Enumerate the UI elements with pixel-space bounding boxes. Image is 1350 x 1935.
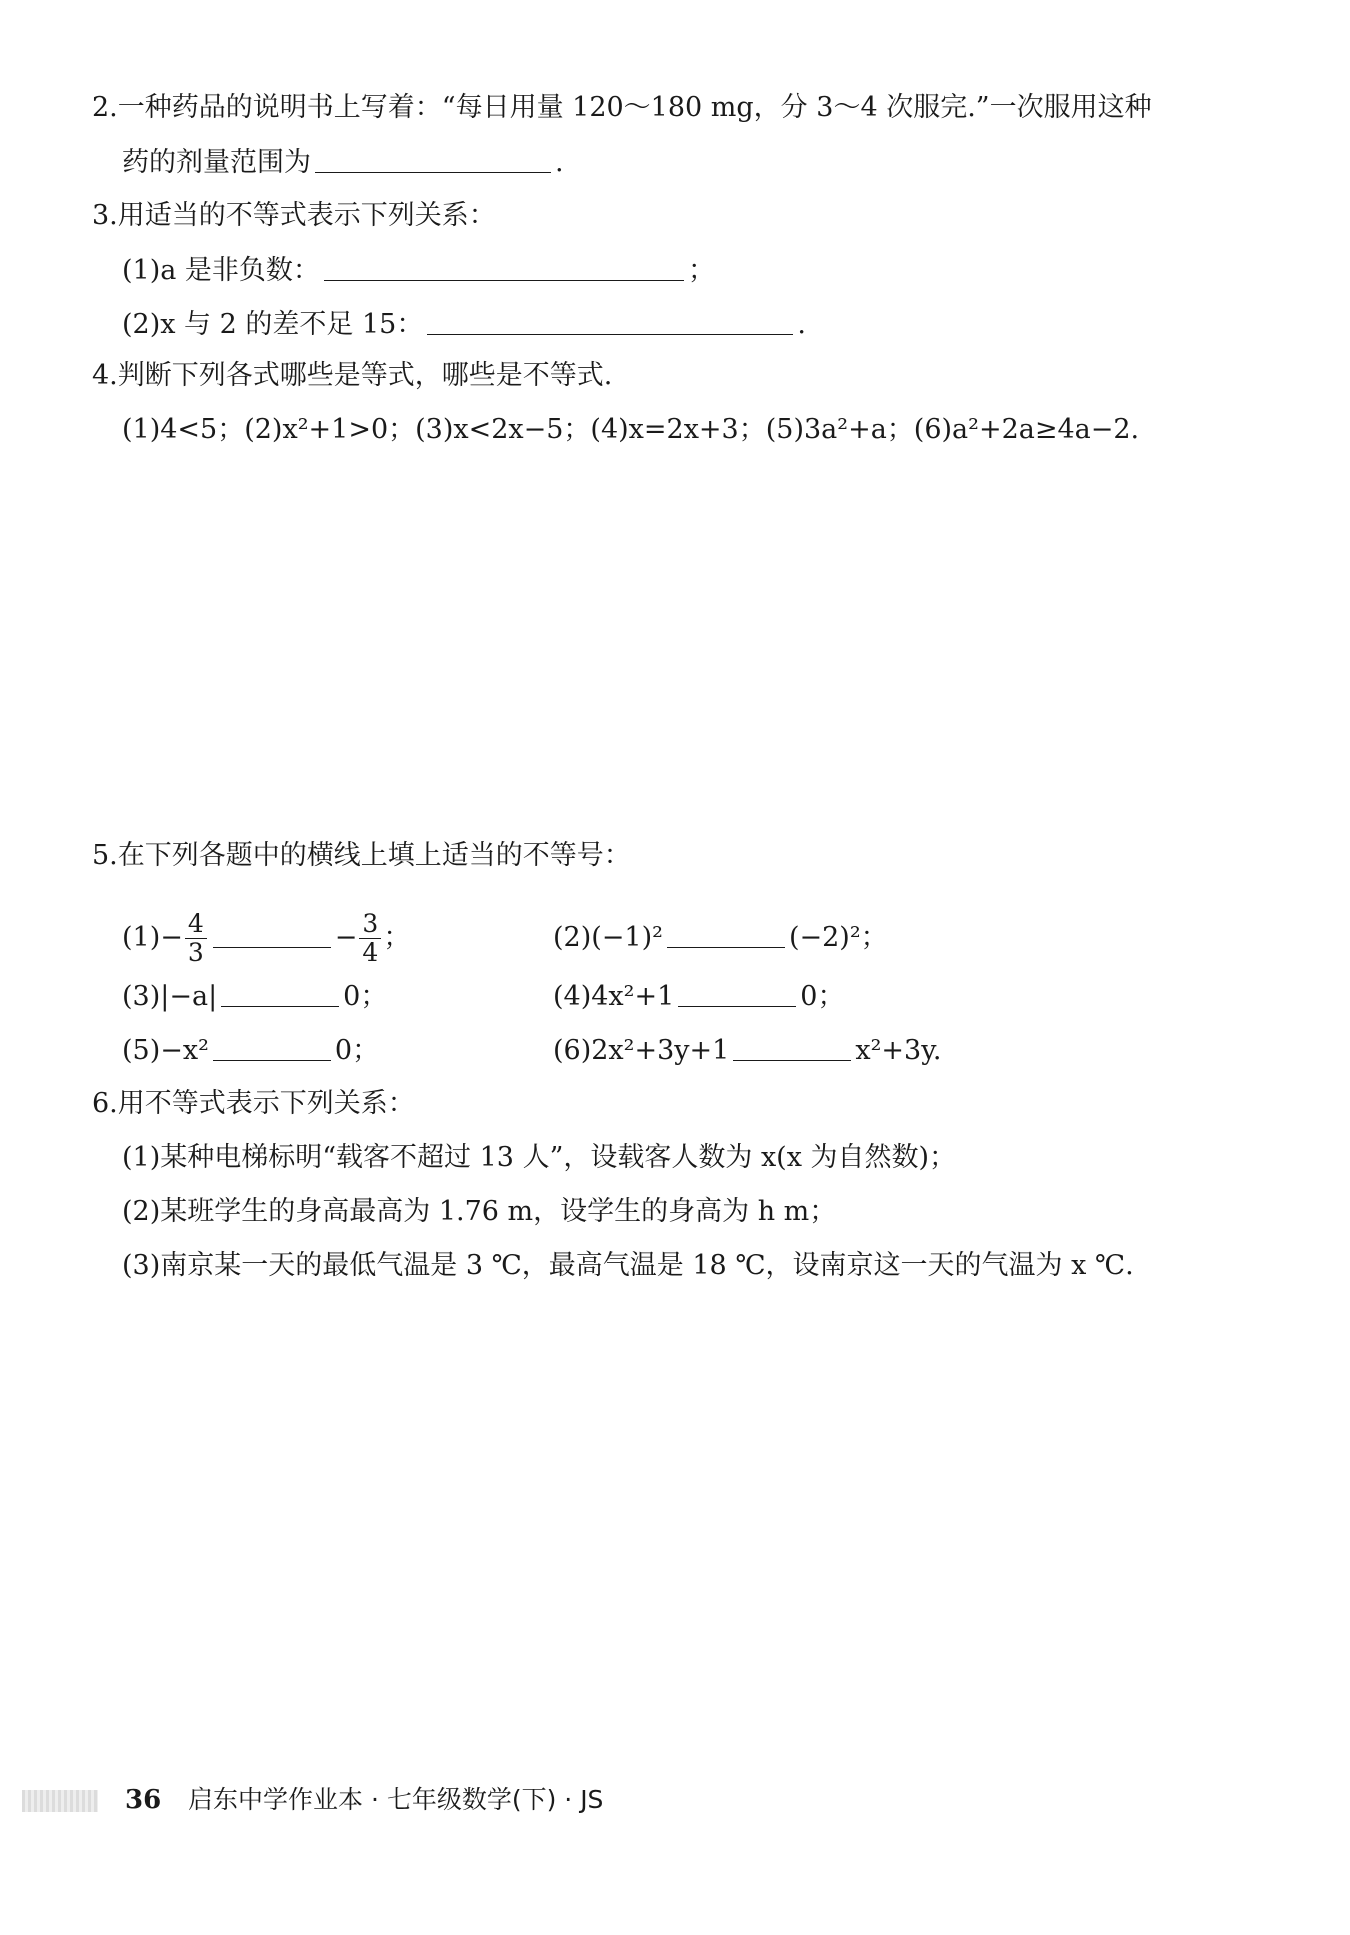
answer-blank[interactable] <box>315 142 551 173</box>
q5-part6: (6)2x²+3y+1 x²+3y. <box>553 1030 941 1071</box>
q3-part2: (2)x 与 2 的差不足 15： . <box>122 304 806 344</box>
q6-stem: 6.用不等式表示下列关系： <box>92 1088 415 1119</box>
answer-blank[interactable] <box>733 1030 851 1061</box>
q5-part2: (2)(−1)² (−2)²； <box>553 906 888 970</box>
answer-blank[interactable] <box>324 250 684 281</box>
q6-part2: (2)某班学生的身高最高为 1.76 m，设学生的身高为 h m； <box>122 1196 837 1227</box>
page-number: 36 <box>125 1785 162 1815</box>
book-title: 启东中学作业本 · 七年级数学(下) · JS <box>188 1785 604 1814</box>
q6-part3: (3)南京某一天的最低气温是 3 ℃，最高气温是 18 ℃，设南京这一天的气温为 x ℃. <box>122 1250 1134 1281</box>
footer-decoration <box>22 1790 98 1812</box>
q5-row3 <box>122 1030 942 1070</box>
q5-row1 <box>122 906 888 970</box>
answer-blank[interactable] <box>667 917 785 948</box>
q3-stem: 3.用适当的不等式表示下列关系： <box>92 200 496 231</box>
answer-blank[interactable] <box>213 1030 331 1061</box>
fraction: $\frac{4}{3}$ <box>185 910 207 967</box>
q5-part1: (1)− $\frac{4}{3}$ − $\frac{3}{4}$ ； <box>122 909 411 967</box>
answer-blank[interactable] <box>427 304 793 335</box>
q3-part1: (1)a 是非负数： ； <box>122 250 715 290</box>
answer-blank[interactable] <box>221 976 339 1007</box>
q6-part1: (1)某种电梯标明“载客不超过 13 人”，设载客人数为 x(x 为自然数)； <box>122 1142 957 1173</box>
q5-part4: (4)4x²+1 0； <box>553 976 844 1017</box>
q4-items: (1)4<5；(2)x²+1>0；(3)x<2x−5；(4)x=2x+3；(5)3a²+a；(6)a²+2a≥4a−2. <box>122 414 1140 445</box>
q2-line1: 2.一种药品的说明书上写着：“每日用量 120～180 mg，分 3～4 次服完.”一次服用这种 <box>92 92 1152 123</box>
q5-part5: (5)−x² 0； <box>122 1035 379 1066</box>
q5-row2 <box>122 976 845 1016</box>
fraction: $\frac{3}{4}$ <box>359 910 381 967</box>
page-footer <box>0 1778 1350 1822</box>
q2-line2: 药的剂量范围为 . <box>122 142 564 182</box>
q4-stem: 4.判断下列各式哪些是等式，哪些是不等式. <box>92 360 613 391</box>
answer-blank[interactable] <box>678 976 796 1007</box>
answer-blank[interactable] <box>213 917 331 948</box>
q5-stem: 5.在下列各题中的横线上填上适当的不等号： <box>92 840 631 871</box>
q5-part3: (3)|−a| 0； <box>122 981 387 1012</box>
